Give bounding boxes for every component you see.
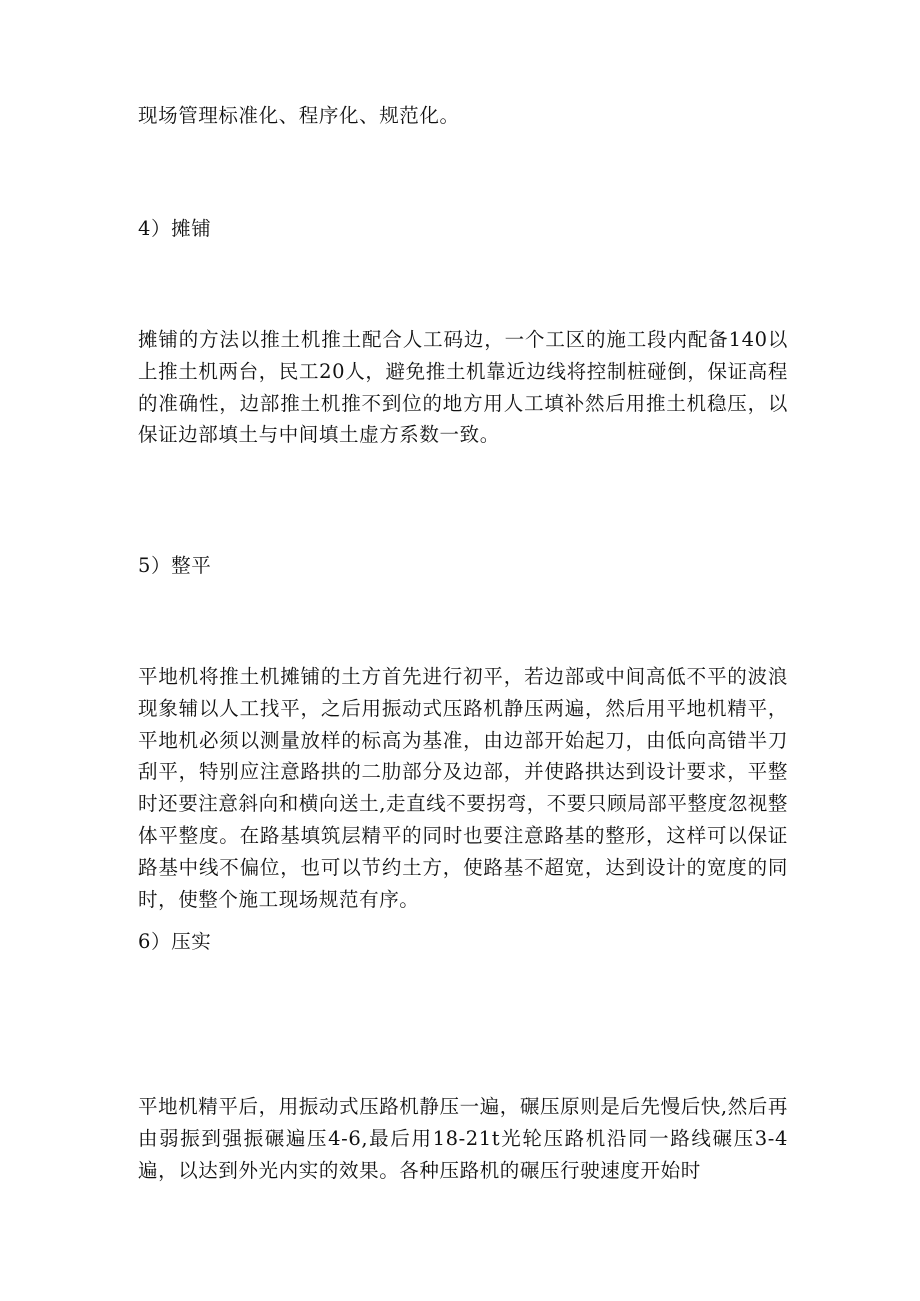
section-heading-5: 5）整平: [138, 554, 212, 577]
section-heading-4: 4）摊铺: [138, 217, 212, 240]
paragraph-spreading: 摊铺的方法以推土机推土配合人工码边，一个工区的施工段内配备140以上推土机两台，民工20人，避免推土机靠近边线将控制桩碰倒，保证高程的准确性，边部推土机推不到位的地方用人工填补然后用推土机稳压，以保证边部填土与中间填土虚方系数一致。: [138, 328, 788, 447]
paragraph-compaction: 平地机精平后，用振动式压路机静压一遍，碾压原则是后先慢后快,然后再由弱振到强振碾遍压4-6,最后用18-21t光轮压路机沿同一路线碾压3-4遍，以达到外光内实的效果。各种压路机的碾压行驶速度开始时: [138, 1095, 788, 1182]
section-heading-6: 6）压实: [138, 930, 212, 953]
paragraph-leveling: 平地机将推土机摊铺的土方首先进行初平，若边部或中间高低不平的波浪现象辅以人工找平，之后用振动式压路机静压两遍，然后用平地机精平，平地机必须以测量放样的标高为基准，由边部开始起刀，由低向高错半刀刮平，特别应注意路拱的二肋部分及边部，并使路拱达到设计要求，平整时还要注意斜向和横向送土,走直线不要拐弯，不要只顾局部平整度忽视整体平整度。在路基填筑层精平的同时也要注意路基的整形，这样可以保证路基中线不偏位，也可以节约土方，使路基不超宽，达到设计的宽度的同时，使整个施工现场规范有序。: [138, 665, 788, 911]
paragraph-intro-tail: 现场管理标准化、程序化、规范化。: [138, 104, 460, 127]
